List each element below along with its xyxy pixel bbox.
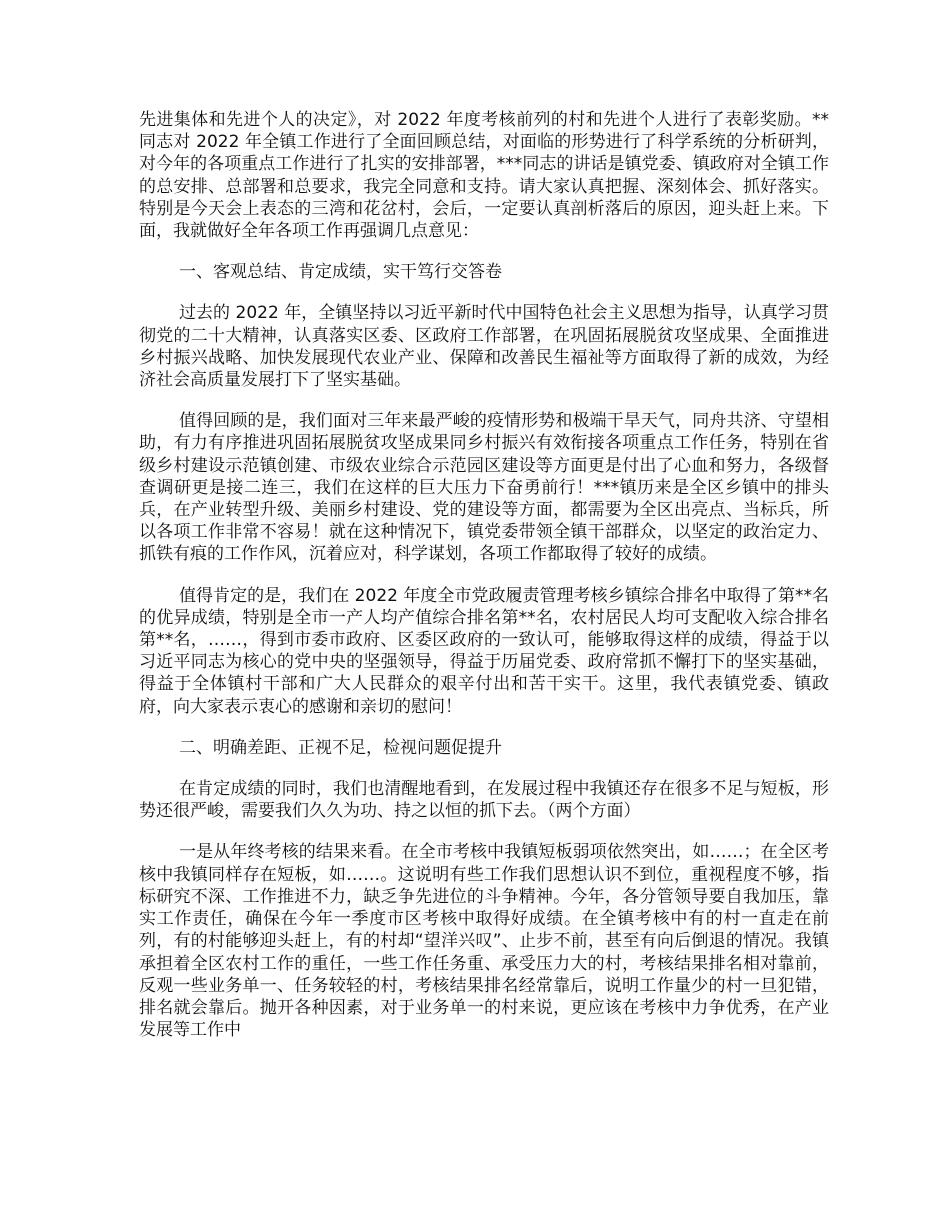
paragraph-2: 过去的 2022 年，全镇坚持以习近平新时代中国特色社会主义思想为指导，认真学习贯彻党的二十大精神，认真落实区委、区政府工作部署，在巩固拓展脱贫攻坚成果、全面推进乡村振兴战略、加快发展现代农业产业、保障和改善民生福祉等方面取得了新的成效，为经济社会高质量发展打下了坚实基础。 [139, 303, 829, 391]
paragraph-3: 值得回顾的是，我们面对三年来最严峻的疫情形势和极端干旱天气，同舟共济、守望相助，有力有序推进巩固拓展脱贫攻坚成果同乡村振兴有效衔接各项重点工作任务，特别在省级乡村建设示范镇创建、市级农业综合示范园区建设等方面更是付出了心血和努力，各级督查调研更是接二连三，我们在这样的巨大压力下奋勇前行！***镇历来是全区乡镇中的排头兵，在产业转型升级、美丽乡村建设、党的建设等方面，都需要为全区出亮点、当标兵，所以各项工作非常不容易！就在这种情况下，镇党委带领全镇干部群众，以坚定的政治定力、抓铁有痕的工作作风，沉着应对，科学谋划，各项工作都取得了较好的成绩。 [139, 411, 829, 565]
paragraph-5: 在肯定成绩的同时，我们也清醒地看到，在发展过程中我镇还存在很多不足与短板，形势还很严峻，需要我们久久为功、持之以恒的抓下去。（两个方面） [139, 779, 829, 822]
section-heading-1: 一、客观总结、肯定成绩，实干笃行交答卷 [179, 262, 502, 283]
document-page [139, 109, 829, 1060]
paragraph-1: 先进集体和先进个人的决定》，对 2022 年度考核前列的村和先进个人进行了表彰奖励。**同志对 2022 年全镇工作进行了全面回顾总结，对面临的形势进行了科学系统的分析研判，对今年的各项重点工作进行了扎实的安排部署，***同志的讲话是镇党委、镇政府对全镇工作的总安排、总部署和总要求，我完全同意和支持。请大家认真把握、深刻体会、抓好落实。特别是今天会上表态的三湾和花岔村，会后，一定要认真剖析落后的原因，迎头赶上来。下面，我就做好全年各项工作再强调几点意见： [139, 110, 829, 242]
section-heading-2: 二、明确差距、正视不足，检视问题促提升 [179, 737, 502, 758]
paragraph-6: 一是从年终考核的结果来看。在全市考核中我镇短板弱项依然突出，如……；在全区考核中我镇同样存在短板，如……。这说明有些工作我们思想认识不到位，重视程度不够，指标研究不深、工作推进不力，缺乏争先进位的斗争精神。今年，各分管领导要自我加压，靠实工作责任，确保在今年一季度市区考核中取得好成绩。在全镇考核中有的村一直走在前列，有的村能够迎头赶上，有的村却“望洋兴叹”、止步不前，甚至有向后倒退的情况。我镇承担着全区农村工作的重任，一些工作任务重、承受压力大的村，考核结果排名相对靠前，反观一些业务单一、任务较轻的村，考核结果排名经常靠后，说明工作量少的村一旦犯错，排名就会靠后。抛开各种因素，对于业务单一的村来说，更应该在考核中力争优秀，在产业发展等工作中 [139, 842, 829, 1041]
paragraph-4: 值得肯定的是，我们在 2022 年度全市党政履责管理考核乡镇综合排名中取得了第**名的优异成绩，特别是全市一产人均产值综合排名第**名，农村居民人均可支配收入综合排名第**名，……，得到市委市政府、区委区政府的一致认可，能够取得这样的成绩，得益于以习近平同志为核心的党中央的坚强领导，得益于历届党委、政府常抓不懈打下的坚实基础，得益于全体镇村干部和广大人民群众的艰辛付出和苦干实干。这里，我代表镇党委、镇政府，向大家表示衷心的感谢和亲切的慰问！ [139, 585, 829, 717]
